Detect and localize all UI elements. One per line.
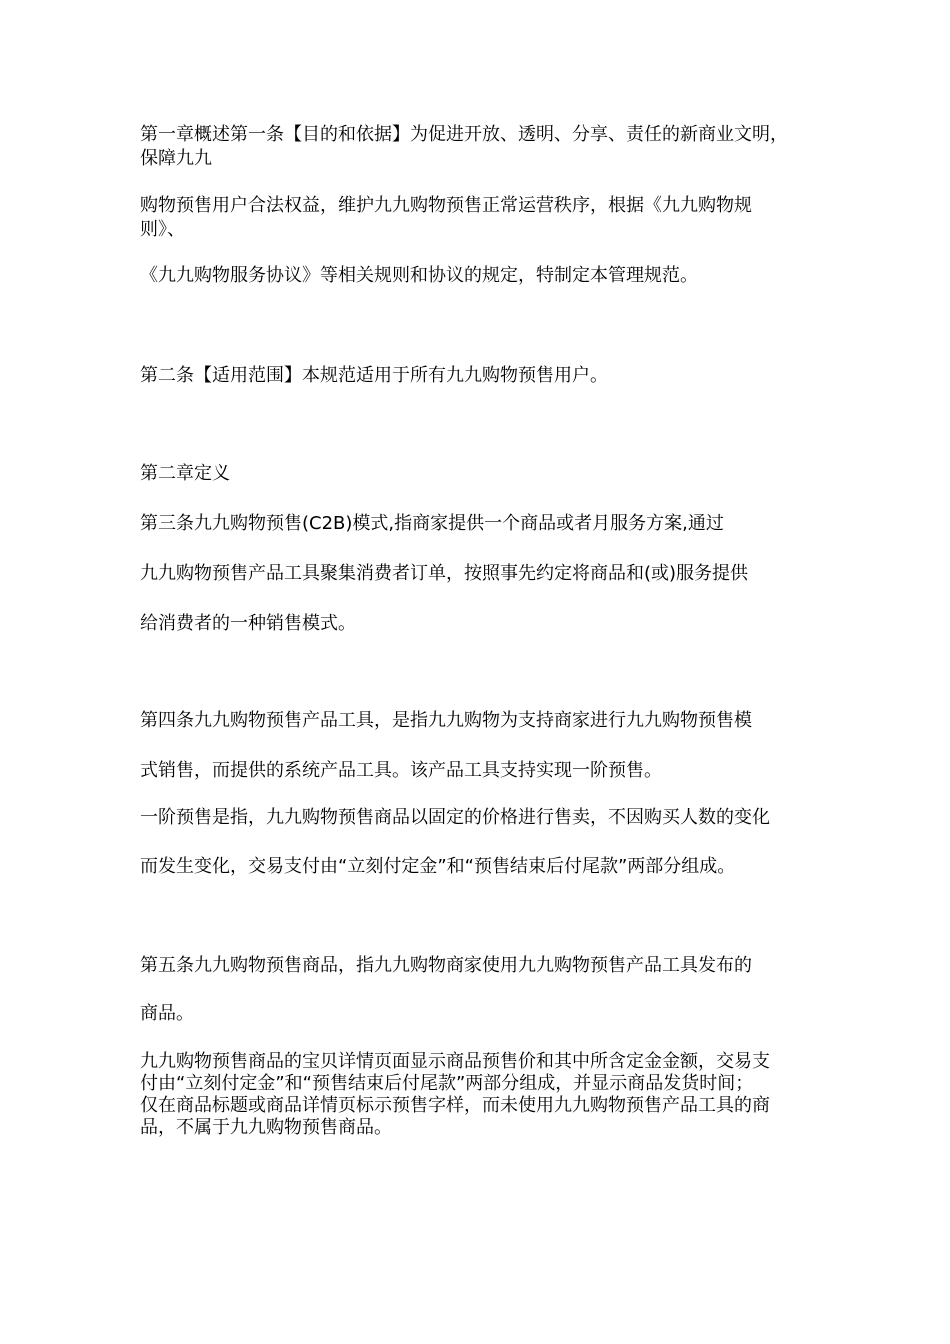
- text-line-article1-end: 《九九购物服务协议》等相关规则和协议的规定，特制定本管理规范。: [140, 265, 698, 286]
- final-paragraph-line: 仅在商品标题或商品详情页标示预售字样，而未使用九九购物预售产品工具的商: [140, 1095, 770, 1116]
- final-paragraph-line: 付由“立刻付定金”和“预售结束后付尾款”两部分组成，并显示商品发货时间；: [140, 1073, 754, 1094]
- final-paragraph-line: 九九购物预售商品的宝贝详情页面显示商品预售价和其中所含定金金额，交易支: [140, 1051, 770, 1072]
- text-line-article5-cont: 商品。: [140, 1003, 194, 1024]
- text-line-article1-cont3: 则》、: [140, 219, 185, 240]
- final-paragraph-line: 品，不属于九九购物预售商品。: [140, 1117, 392, 1138]
- text-line-article4: 第四条九九购物预售产品工具，是指九九购物为支持商家进行九九购物预售模: [140, 710, 752, 731]
- text-line-article3-cont: 九九购物预售产品工具聚集消费者订单，按照事先约定将商品和(或)服务提供: [140, 563, 749, 584]
- text-line-article3: 第三条九九购物预售(C2B)模式,指商家提供一个商品或者月服务方案,通过: [140, 513, 724, 534]
- text-line-article1-cont: 保障九九: [140, 148, 212, 169]
- text-line-article2: 第二条【适用范围】本规范适用于所有九九购物预售用户。: [140, 365, 608, 386]
- text-line-one-stage-presale-cont: 而发生变化，交易支付由“立刻付定金”和“预售结束后付尾款”两部分组成。: [140, 856, 736, 877]
- text-line-chapter1-article1: 第一章概述第一条【目的和依据】为促进开放、透明、分享、责任的新商业文明，: [140, 124, 788, 145]
- text-line-article1-cont2: 购物预售用户合法权益，维护九九购物预售正常运营秩序，根据《九九购物规: [140, 195, 752, 216]
- chapter2-heading: 第二章定义: [140, 463, 230, 484]
- final-paragraph: [140, 1051, 830, 1139]
- text-line-article3-end: 给消费者的一种销售模式。: [140, 613, 356, 634]
- text-line-article5: 第五条九九购物预售商品，指九九购物商家使用九九购物预售产品工具发布的: [140, 955, 752, 976]
- text-line-article4-cont: 式销售，而提供的系统产品工具。该产品工具支持实现一阶预售。: [140, 760, 662, 781]
- text-line-one-stage-presale: 一阶预售是指，九九购物预售商品以固定的价格进行售卖，不因购买人数的变化: [140, 807, 770, 828]
